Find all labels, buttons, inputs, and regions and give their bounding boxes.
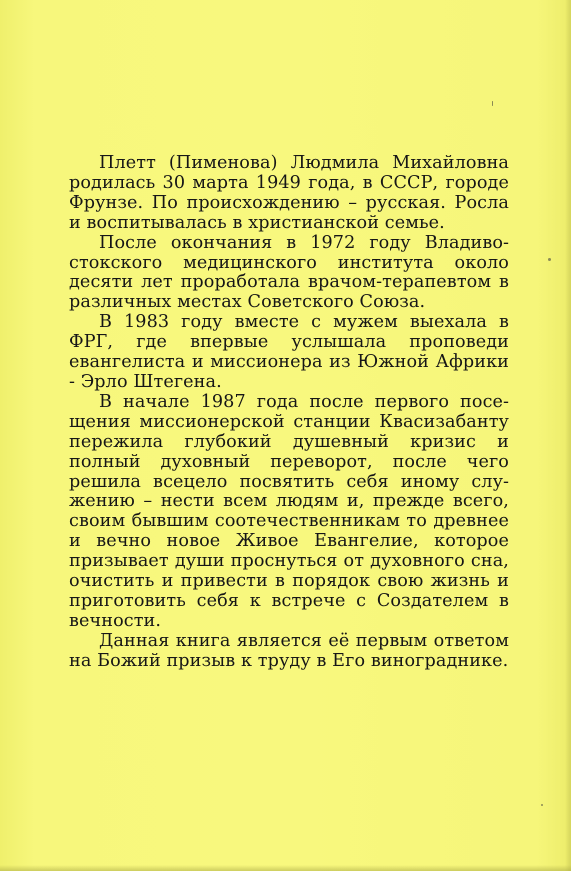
cover-bottom-edge <box>0 865 571 871</box>
cover-right-edge <box>565 0 571 871</box>
author-biography <box>69 154 509 672</box>
print-speck <box>492 101 493 106</box>
bio-paragraph-2: После окончания в 1972 году Владивостокского медицинского института около десяти лет проработала врачом-терапевтом в различных местах Советского Союза. <box>69 232 509 313</box>
print-speck <box>541 804 543 806</box>
bio-paragraph-1: Плетт (Пименова) Людмила Михайловна родилась 30 марта 1949 года, в СССР, городе Фрунзе. По происхождению – русская. Росла и воспитывалась в христианской семье. <box>69 153 509 233</box>
bio-paragraph-4: В начале 1987 года после первого посещения миссионерской станции Квасизабанту пережила глубокий душевный кризис и полный духовный переворот, после чего решила всецело посвятить себя иному служению – нести всем людям и, прежде всего, своим бывшим соотечественникам то древнее и вечно новое Живое Евангелие, которое призывает души проснуться от духовного сна, очистить и привести в порядок свою жизнь и приготовить себя к встрече с Создателем в вечности. <box>69 391 509 631</box>
bio-paragraph-3: В 1983 году вместе с мужем выехала в ФРГ, где впервые услышала проповеди евангелиста и миссионера из Южной Африки - Эрло Штегена. <box>69 312 509 392</box>
print-speck <box>548 258 551 261</box>
bio-paragraph-5: Данная книга является её первым ответом на Божий призыв к труду в Его винограднике. <box>69 630 509 671</box>
